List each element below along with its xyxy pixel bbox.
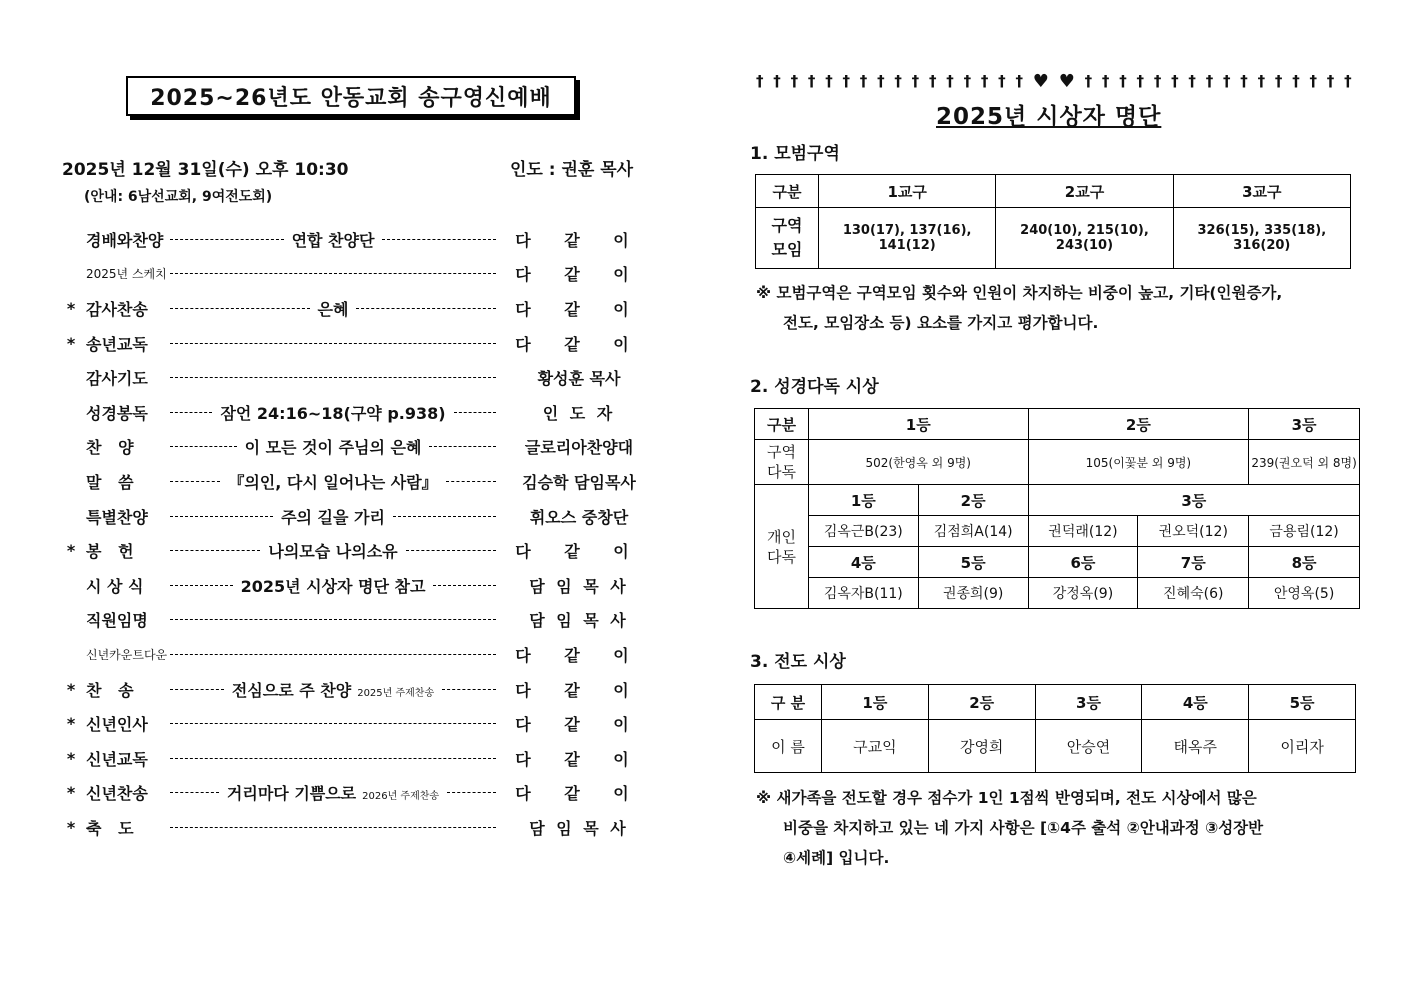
cross-icon: † [946,72,954,90]
order-detail [170,401,496,424]
cross-border [756,70,1352,92]
dash-leader [170,377,496,378]
order-detail-text [273,505,393,528]
order-label: 2025년 스케치 [86,267,167,282]
header-cell: 구분 [755,409,809,440]
order-detail-text [224,678,442,701]
order-detail-main: 연합 찬양단 [291,230,375,250]
order-row [60,533,660,568]
cross-icon: † [756,72,764,90]
dash-leader [170,585,233,586]
heart-icon: ♥ [1058,70,1075,92]
order-detail-main: 이 모든 것이 주님의 은혜 [244,438,422,458]
section-3-remark: ④세례] 입니다. [783,849,890,867]
name-cell: 강영희 [928,720,1035,773]
heart-icon: ♥ [1032,70,1049,92]
standing-mark: * [66,748,76,768]
rank-cell: 8등 [1249,547,1360,578]
cross-icon: † [790,72,799,90]
order-label: 시 상 식 [86,576,144,596]
header-cell: 3교구 [1173,175,1350,208]
order-detail-main: 2025년 시상자 명단 참고 [240,576,426,596]
dash-leader [170,689,224,690]
order-row [60,776,660,811]
standing-mark: * [66,817,76,837]
order-detail-main: 잠언 24:16~18(구약 p.938) [220,403,446,423]
order-detail [170,758,496,759]
section-1-heading: 1. 모범구역 [750,144,840,164]
order-officiant: 다 같 이 [515,334,643,354]
row-label: 구역 모임 [756,208,819,269]
order-detail-note: 2025년 주제찬송 [357,687,435,699]
order-detail-text [284,228,383,251]
group-cell: 105(이꽃분 외 9명) [1028,440,1249,485]
rank-cell: 7등 [1138,547,1249,578]
row-label: 이 름 [755,720,822,773]
cross-icon: † [928,72,937,90]
name-cell: 권오덕(12) [1138,516,1249,547]
order-label: 직원임명 [86,611,148,631]
order-row [60,326,660,361]
name-cell: 권덕래(12) [1028,516,1138,547]
order-label: 성경봉독 [86,403,148,423]
order-label: 찬 양 [86,438,134,458]
dash-leader [429,446,496,447]
order-officiant: 글로리아찬양대 [524,438,634,458]
order-officiant: 인 도 자 [542,403,616,423]
dash-leader [170,481,220,482]
order-label: 감사찬송 [86,299,148,319]
dash-leader [454,412,496,413]
district-cell: 326(15), 335(18), 316(20) [1173,208,1350,269]
dash-leader [170,239,284,240]
name-cell: 구교익 [822,720,929,773]
order-detail [170,505,496,528]
order-detail [170,273,496,274]
order-officiant: 다 같 이 [515,784,643,804]
group-cell: 239(권오덕 외 8명) [1249,440,1360,485]
dash-leader [170,273,496,274]
cross-icon: † [877,72,885,90]
order-row [60,291,660,326]
order-detail [170,654,496,655]
order-detail [170,297,496,320]
rank-cell: 1등 [808,485,918,516]
order-officiant: 김승학 담임목사 [522,472,636,492]
order-detail-main: 전심으로 주 찬양 [231,680,352,700]
cross-icon: † [1223,72,1231,90]
cross-icon: † [1257,72,1266,90]
cross-icon: † [859,72,868,90]
name-cell: 태옥주 [1142,720,1249,773]
order-detail-main: 거리마다 기쁨으로 [226,784,357,804]
section-1-remark: ※ 모범구역은 구역모임 횟수와 인원이 차지하는 비중이 높고, 기타(인원증가, [756,284,1283,302]
section-2-heading: 2. 성경다독 시상 [750,377,879,397]
header-cell: 2등 [928,685,1035,720]
rank-cell: 2등 [918,485,1028,516]
order-row [60,672,660,707]
dash-leader [433,585,496,586]
bible-reading-table [754,408,1360,609]
cross-icon: † [1084,72,1093,90]
row-label: 구역 다독 [755,440,809,485]
cross-icon: † [1015,72,1023,90]
order-officiant: 다 같 이 [515,230,643,250]
standing-mark: * [66,679,76,699]
row-label: 개인 다독 [755,485,809,609]
order-detail-text [233,574,434,597]
order-officiant: 담 임 목 사 [529,611,629,631]
dash-leader [170,343,496,344]
cross-icon: † [1205,72,1214,90]
cross-icon: † [1292,72,1300,90]
order-label: 경배와찬양 [86,230,164,250]
cross-icon: † [1309,72,1317,90]
name-cell: 진혜숙(6) [1138,578,1249,609]
order-row [60,706,660,741]
dash-leader [447,792,496,793]
order-officiant: 담 임 목 사 [529,576,629,596]
dash-leader [170,654,496,655]
order-detail [170,539,496,562]
order-detail-main: 주의 길을 가리 [281,507,385,527]
service-leader: 인도 : 권훈 목사 [510,160,634,180]
rank-cell: 5등 [918,547,1028,578]
order-row [60,499,660,534]
cross-icon: † [1326,72,1335,90]
order-label: 신년인사 [86,715,148,735]
order-detail [170,574,496,597]
cross-icon: † [1119,72,1127,90]
header-cell: 3등 [1249,409,1360,440]
order-officiant: 다 같 이 [515,715,643,735]
cross-icon: † [1136,72,1145,90]
name-cell: 이리자 [1249,720,1356,773]
order-detail-main: 은혜 [317,299,349,319]
name-cell: 김옥자B(11) [808,578,918,609]
order-detail [170,228,496,251]
district-cell: 130(17), 137(16), 141(12) [819,208,996,269]
order-detail-text [260,539,405,562]
cross-icon: † [1171,72,1179,90]
order-detail-main: 나의모습 나의소유 [268,542,398,562]
section-3-remark: ※ 새가족을 전도할 경우 점수가 1인 1점씩 반영되며, 전도 시상에서 많은 [756,789,1257,807]
order-detail [170,470,496,493]
usher-note: (안내: 6남선교회, 9여전도회) [84,189,273,205]
order-row [60,430,660,465]
header-cell: 3등 [1035,685,1142,720]
cross-icon: † [825,72,833,90]
order-row [60,568,660,603]
name-cell: 안영옥(5) [1249,578,1360,609]
order-detail [170,678,496,701]
order-label: 말 씀 [86,472,134,492]
order-row [60,360,660,395]
order-detail [170,377,496,378]
dash-leader [170,550,260,551]
group-cell: 502(한영옥 외 9명) [808,440,1028,485]
dash-leader [170,412,212,413]
order-detail [170,435,496,458]
order-row [60,464,660,499]
district-cell: 240(10), 215(10), 243(10) [996,208,1173,269]
order-detail-note: 2026년 주제찬송 [362,791,440,803]
order-label: 신년카운트다운 [86,647,168,662]
dash-leader [406,550,496,551]
order-officiant: 다 같 이 [515,299,643,319]
order-detail-text [219,781,447,804]
name-cell: 강정옥(9) [1028,578,1138,609]
order-officiant: 다 같 이 [515,265,643,285]
awards-title: 2025년 시상자 명단 [936,104,1162,130]
header-cell: 구분 [756,175,819,208]
name-cell: 김점희A(14) [918,516,1028,547]
order-detail [170,781,496,804]
cross-icon: † [980,72,989,90]
order-officiant: 휘오스 중창단 [529,507,629,527]
name-cell: 안승연 [1035,720,1142,773]
cross-icon: † [963,72,972,90]
rank-cell: 3등 [1028,485,1359,516]
order-label: 봉 헌 [86,542,134,562]
model-district-table [755,174,1351,269]
order-row [60,637,660,672]
dash-leader [170,792,219,793]
cross-icon: † [1344,72,1352,90]
dash-leader [170,516,273,517]
cross-icon: † [807,72,816,90]
order-detail [170,827,496,828]
cross-icon: † [1101,72,1110,90]
standing-mark: * [66,333,76,353]
order-officiant: 담 임 목 사 [529,818,629,838]
dash-leader [170,723,496,724]
header-cell: 1등 [808,409,1028,440]
cross-icon: † [773,72,781,90]
order-label: 신년교독 [86,749,148,769]
section-3-heading: 3. 전도 시상 [750,652,846,672]
order-label: 특별찬양 [86,507,148,527]
order-detail [170,343,496,344]
order-label: 송년교독 [86,334,148,354]
order-detail [170,619,496,620]
order-detail-text [212,401,453,424]
cross-icon: † [1240,72,1248,90]
order-row [60,257,660,292]
order-detail [170,723,496,724]
cross-icon: † [998,72,1006,90]
cross-icon: † [1188,72,1196,90]
rank-cell: 6등 [1028,547,1138,578]
order-detail-text [237,435,430,458]
dash-leader [382,239,496,240]
service-date: 2025년 12월 31일(수) 오후 10:30 [62,160,349,180]
dash-leader [170,827,496,828]
rank-cell: 4등 [808,547,918,578]
order-officiant: 황성훈 목사 [537,369,621,389]
order-label: 축 도 [86,818,134,838]
dash-leader [170,446,237,447]
header-cell: 5등 [1249,685,1356,720]
dash-leader [170,758,496,759]
name-cell: 금용림(12) [1249,516,1360,547]
order-detail-main: 『의인, 다시 일어나는 사람』 [228,472,438,492]
order-label: 신년찬송 [86,784,148,804]
evangelism-table [754,684,1356,773]
order-of-service [60,222,660,845]
order-row [60,603,660,638]
standing-mark: * [66,298,76,318]
cross-icon: † [842,72,850,90]
standing-mark: * [66,783,76,803]
service-title: 2025~26년도 안동교회 송구영신예배 [126,76,576,116]
section-1-remark: 전도, 모임장소 등) 요소를 가지고 평가합니다. [783,314,1099,332]
order-officiant: 다 같 이 [515,680,643,700]
order-officiant: 다 같 이 [515,645,643,665]
order-row [60,810,660,845]
standing-mark: * [66,541,76,561]
order-row [60,741,660,776]
order-label: 찬 송 [86,680,134,700]
cross-icon: † [911,72,920,90]
dash-leader [356,308,496,309]
order-detail-text [310,297,357,320]
name-cell: 권종희(9) [918,578,1028,609]
order-label: 감사기도 [86,369,148,389]
dash-leader [170,308,310,309]
cross-icon: † [1153,72,1162,90]
cross-icon: † [894,72,902,90]
section-3-remark: 비중을 차지하고 있는 네 가지 사항은 [①4주 출석 ②안내과정 ③성장반 [783,819,1264,837]
header-cell: 1교구 [819,175,996,208]
dash-leader [170,619,496,620]
order-officiant: 다 같 이 [515,542,643,562]
dash-leader [446,481,496,482]
cross-icon: † [1274,72,1283,90]
order-officiant: 다 같 이 [515,749,643,769]
order-row [60,395,660,430]
header-cell: 1등 [822,685,929,720]
header-cell: 2교구 [996,175,1173,208]
dash-leader [442,689,496,690]
order-detail-text [220,470,445,493]
dash-leader [393,516,496,517]
order-row [60,222,660,257]
header-cell: 구 분 [755,685,822,720]
header-cell: 2등 [1028,409,1249,440]
header-cell: 4등 [1142,685,1249,720]
name-cell: 김옥근B(23) [808,516,918,547]
standing-mark: * [66,714,76,734]
